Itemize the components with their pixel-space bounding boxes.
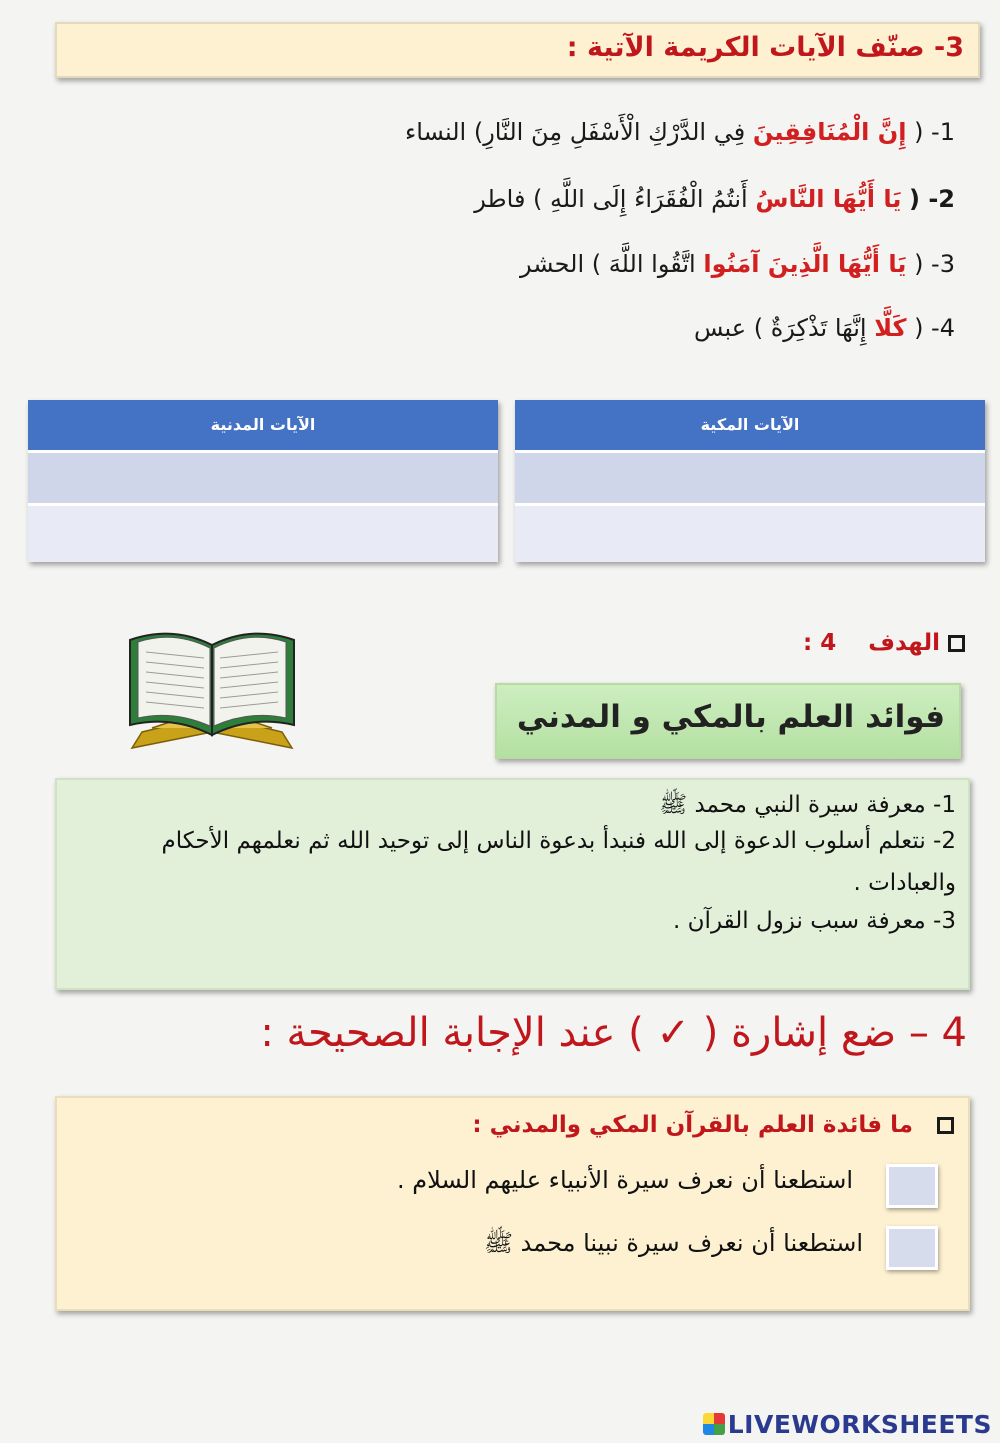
- verse-text: أَنتُمُ الْفُقَرَاءُ إِلَى اللَّهِ ) فاطر: [474, 185, 748, 213]
- section4-title: 4 – ضع إشارة ( ✓ ) عند الإجابة الصحيحة :: [260, 1010, 967, 1056]
- verse-number: 1- (: [914, 118, 955, 146]
- meccan-header: الآيات المكية: [515, 400, 985, 453]
- goal-label: الهدف: [868, 630, 940, 656]
- answer-checkbox-1[interactable]: [886, 1164, 938, 1208]
- medinan-answer-cell-2[interactable]: [28, 506, 498, 562]
- verse-number: 2- (: [909, 185, 955, 213]
- benefit-2-continued: والعبادات .: [853, 870, 956, 896]
- section3-header: [55, 22, 980, 78]
- section3-title: 3- صنّف الآيات الكريمة الآتية :: [566, 32, 964, 63]
- medinan-answer-cell-1[interactable]: [28, 453, 498, 506]
- benefits-box: [55, 778, 970, 990]
- goal-colon: :: [803, 630, 813, 656]
- question-box: [55, 1096, 970, 1311]
- option-2-text: استطعنا أن نعرف سيرة نبينا محمد ﷺ: [484, 1229, 863, 1257]
- verse-text: اتَّقُوا اللَّهَ ) الحشر: [519, 250, 696, 278]
- medinan-header: الآيات المدنية: [28, 400, 498, 453]
- liveworksheets-logo-icon: [703, 1413, 725, 1435]
- checkbox-bullet-icon: [948, 635, 965, 652]
- verse-highlight: يَا أَيُّهَا النَّاسُ: [755, 185, 902, 213]
- banner-title: فوائد العلم بالمكي و المدني: [516, 699, 945, 735]
- question-heading: [472, 1112, 954, 1138]
- verse-4: [694, 314, 955, 342]
- benefits-banner: [495, 683, 961, 759]
- question-title: ما فائدة العلم بالقرآن المكي والمدني :: [472, 1112, 913, 1138]
- meccan-table: [515, 400, 985, 562]
- verse-highlight: كَلَّا: [874, 314, 907, 342]
- liveworksheets-logo[interactable]: [703, 1410, 992, 1439]
- option-1-text: استطعنا أن نعرف سيرة الأنبياء عليهم السلام .: [397, 1166, 853, 1194]
- verse-number: 3- (: [914, 250, 955, 278]
- verse-number: 4- (: [914, 314, 955, 342]
- verse-2: [474, 185, 955, 213]
- checkbox-bullet-icon: [937, 1117, 954, 1134]
- verse-text: فِي الدَّرْكِ الْأَسْفَلِ مِنَ النَّارِ) النساء: [404, 118, 746, 146]
- verse-3: [520, 250, 955, 278]
- open-quran-icon: [122, 620, 302, 755]
- meccan-answer-cell-1[interactable]: [515, 453, 985, 506]
- benefit-2: 2- نتعلم أسلوب الدعوة إلى الله فنبدأ بدعوة الناس إلى توحيد الله ثم نعلمهم الأحكام: [161, 828, 956, 854]
- verse-1: [405, 118, 955, 146]
- logo-text: LIVEWORKSHEETS: [727, 1410, 992, 1439]
- verse-highlight: إِنَّ الْمُنَافِقِينَ: [752, 118, 907, 146]
- goal-heading: [803, 630, 965, 656]
- meccan-answer-cell-2[interactable]: [515, 506, 985, 562]
- benefit-3: 3- معرفة سبب نزول القرآن .: [673, 908, 956, 934]
- verse-text: إِنَّهَا تَذْكِرَةٌ ) عبس: [693, 314, 867, 342]
- verse-highlight: يَا أَيُّهَا الَّذِينَ آمَنُوا: [703, 250, 907, 278]
- medinan-table: [28, 400, 498, 562]
- answer-checkbox-2[interactable]: [886, 1226, 938, 1270]
- benefit-1: 1- معرفة سيرة النبي محمد ﷺ: [659, 792, 956, 818]
- goal-number: 4: [820, 630, 837, 656]
